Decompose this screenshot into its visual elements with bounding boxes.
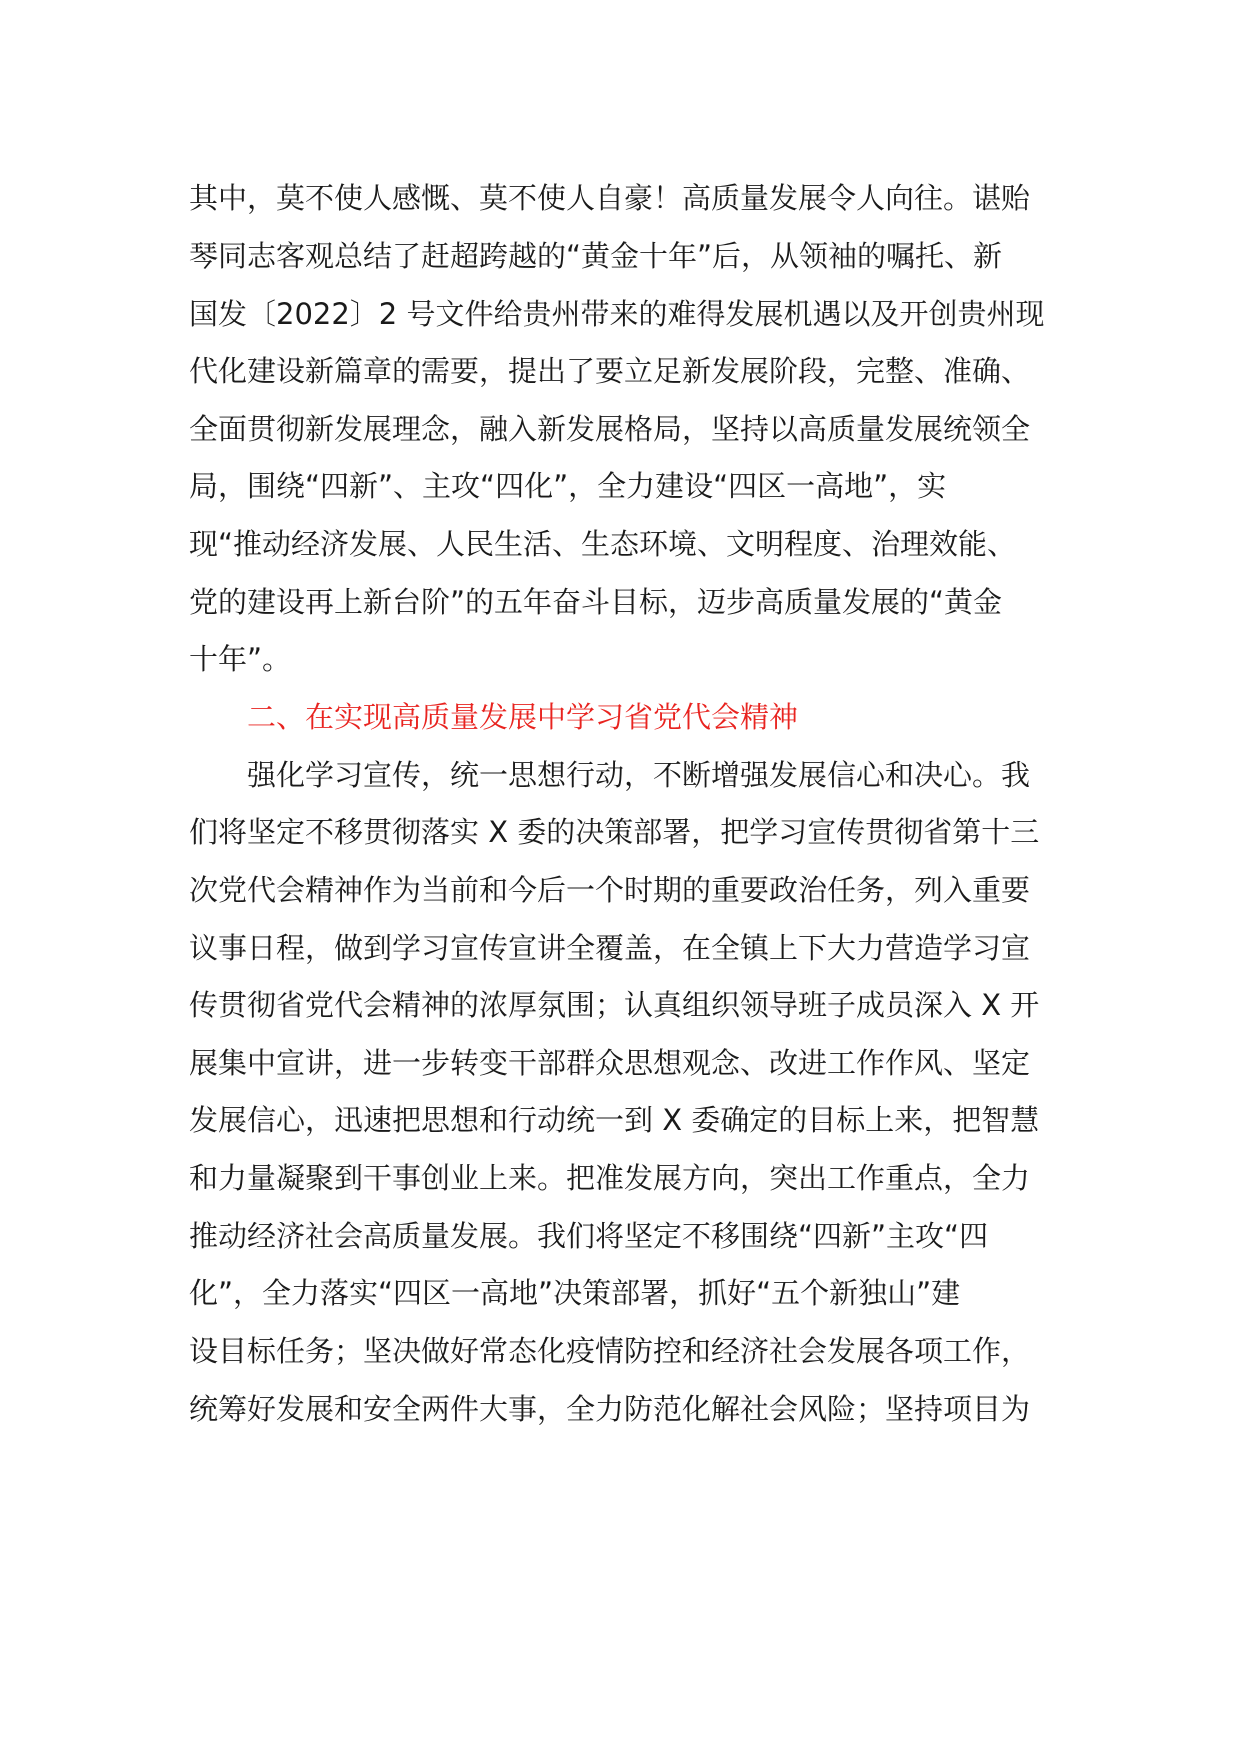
paragraph-line: 化”，全力落实“四区一高地”决策部署，抓好“五个新独山”建: [189, 1276, 961, 1310]
paragraph-line: 统筹好发展和安全两件大事，全力防范化解社会风险；坚持项目为: [189, 1392, 1031, 1426]
paragraph-line: 设目标任务；坚决做好常态化疫情防控和经济社会发展各项工作，: [189, 1334, 1031, 1368]
paragraph-line: 全面贯彻新发展理念，融入新发展格局，坚持以高质量发展统领全: [189, 412, 1031, 446]
paragraph-line: 党的建设再上新台阶”的五年奋斗目标，迈步高质量发展的“黄金: [189, 585, 1003, 619]
paragraph-line: 琴同志客观总结了赶超跨越的“黄金十年”后，从领袖的嘱托、新: [189, 239, 1003, 273]
paragraph-line: 国发〔2022〕2 号文件给贵州带来的难得发展机遇以及开创贵州现: [189, 297, 1045, 331]
section-heading: 二、在实现高质量发展中学习省党代会精神: [247, 700, 799, 734]
paragraph-line: 其中，莫不使人感慨、莫不使人自豪！高质量发展令人向往。谌贻: [189, 181, 1031, 215]
paragraph-line: 局，围绕“四新”、主攻“四化”，全力建设“四区一高地”，实: [189, 469, 947, 503]
paragraph-line: 和力量凝聚到干事创业上来。把准发展方向，突出工作重点，全力: [189, 1161, 1031, 1195]
paragraph-line: 强化学习宣传，统一思想行动，不断增强发展信心和决心。我: [247, 758, 1031, 792]
paragraph-line: 议事日程，做到学习宣传宣讲全覆盖，在全镇上下大力营造学习宣: [189, 931, 1031, 965]
paragraph-line: 推动经济社会高质量发展。我们将坚定不移围绕“四新”主攻“四: [189, 1219, 989, 1253]
paragraph-line: 展集中宣讲，进一步转变干部群众思想观念、改进工作作风、坚定: [189, 1046, 1031, 1080]
paragraph-line: 十年”。: [189, 642, 292, 676]
paragraph-line: 次党代会精神作为当前和今后一个时期的重要政治任务，列入重要: [189, 873, 1031, 907]
paragraph-line: 们将坚定不移贯彻落实 X 委的决策部署，把学习宣传贯彻省第十三: [189, 815, 1040, 849]
paragraph-line: 发展信心，迅速把思想和行动统一到 X 委确定的目标上来，把智慧: [189, 1103, 1040, 1137]
paragraph-line: 现“推动经济发展、人民生活、生态环境、文明程度、治理效能、: [189, 527, 1017, 561]
paragraph-line: 传贯彻省党代会精神的浓厚氛围；认真组织领导班子成员深入 X 开: [189, 988, 1040, 1022]
paragraph-line: 代化建设新篇章的需要，提出了要立足新发展阶段，完整、准确、: [189, 354, 1031, 388]
